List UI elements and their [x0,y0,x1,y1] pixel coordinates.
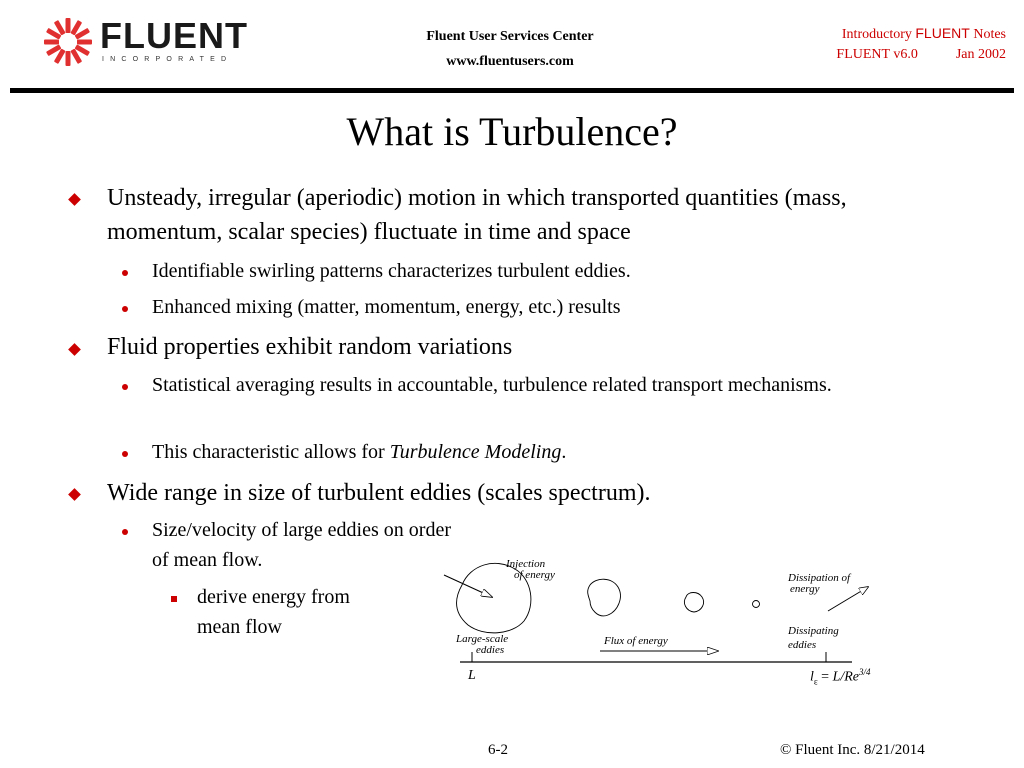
injection-label: Injection of energy [506,558,555,581]
copyright-notice: © Fluent Inc. 8/21/2014 [780,742,925,758]
small-eddy-shape [684,593,703,613]
bullet-2-sub-2: This characteristic allows for Turbulence Modeling. [152,441,567,463]
slide-title: What is Turbulence? [346,109,678,154]
dot-bullet-icon [122,529,128,535]
logo-subtext: INCORPORATED [102,56,233,63]
dot-bullet-icon [122,270,128,276]
bullet-1-text: Unsteady, irregular (aperiodic) motion in which transported quantities (mass, momentum, scalar species) fluctuate in time and space [107,185,847,245]
brand-name: FLUENT [915,25,970,41]
dot-bullet-icon [122,451,128,457]
diamond-bullet-icon [68,193,81,206]
energy-cascade-diagram [440,545,910,695]
version-date-line [750,45,1006,65]
bullet-3-sub-1: Size/velocity of large eddies on order of mean flow. [152,519,451,571]
bullet-1-sub-2: Enhanced mixing (matter, momentum, energy, etc.) results [152,296,621,318]
logo-wordmark: FLUENT [100,15,248,56]
large-scale-label: Large-scale eddies [456,633,509,656]
bullet-2-text: Fluid properties exhibit random variations [107,334,513,360]
version: FLUENT v6.0 [836,47,918,62]
fluent-logo [42,14,248,70]
dissipation-label: Dissipation of energy [788,572,851,595]
header-right [750,23,1006,65]
tiny-eddy-shape [753,601,760,608]
bullet-3-sub-sub-1: derive energy from mean flow [197,586,350,638]
header-divider [10,88,1014,93]
dot-bullet-icon [122,384,128,390]
axis-label-large-scale: L [468,668,476,683]
date: Jan 2002 [955,47,1006,62]
services-url: www.fluentusers.com [446,54,574,69]
bullet-3-text: Wide range in size of turbulent eddies (scales spectrum). [107,480,651,506]
bullet-2-sub-1: Statistical averaging results in accountable, turbulence related transport mechanisms. [152,374,832,396]
dissipating-label: Dissipating eddies [788,625,839,651]
diamond-bullet-icon [68,488,81,501]
turbulence-modeling-emphasis: Turbulence Modeling [389,441,562,463]
services-center-title: Fluent User Services Center [426,29,594,44]
flux-label: Flux of energy [604,635,668,647]
course-title: Introductory FLUENT Notes [841,25,1006,42]
axis-label-kolmogorov-scale: $l_\varepsilon = L/Re^{3/4}$ [810,667,871,687]
diamond-bullet-icon [68,343,81,356]
bullet-1-sub-1: Identifiable swirling patterns characterizes turbulent eddies. [152,260,631,282]
dot-bullet-icon [122,306,128,312]
page-number: 6-2 [488,742,508,758]
header-center [360,24,660,74]
medium-eddy-shape [588,579,621,616]
sunburst-logo-icon [42,16,94,68]
square-bullet-icon [171,596,177,602]
injection-arrow [444,575,492,597]
